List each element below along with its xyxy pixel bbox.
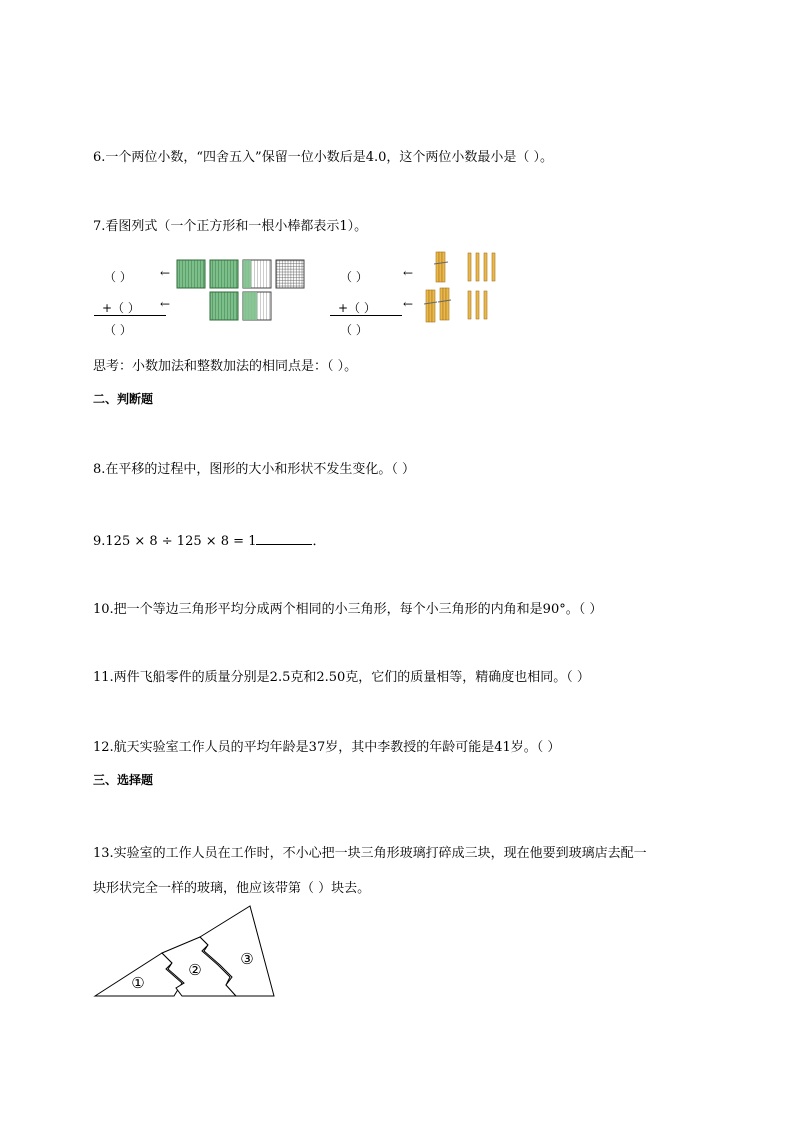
sum-line	[94, 315, 166, 316]
question-13-line1: 13.实验室的工作人员在工作时，不小心把一块三角形玻璃打碎成三块，现在他要到玻璃店去配一	[93, 846, 647, 861]
sum-line	[330, 315, 402, 316]
question-11: 11.两件飞船零件的质量分别是2.5克和2.50克，它们的质量相等，精确度也相同。（ ）	[93, 670, 590, 685]
question-6: 6.一个两位小数，“四舍五入”保留一位小数后是4.0，这个两位小数最小是（ ）。	[93, 150, 554, 165]
question-9-period: ．	[312, 534, 326, 549]
section-choice-heading: 三、选择题	[93, 773, 154, 787]
left-answer-result: （ ）	[104, 323, 132, 337]
right-answer-result: （ ）	[340, 323, 368, 337]
question-8: 8.在平移的过程中，图形的大小和形状不发生变化。（ ）	[93, 462, 416, 477]
arrow-icon: ←	[403, 297, 414, 311]
answer-blank[interactable]	[256, 532, 312, 545]
question-9-expression: 9.125 × 8 ÷ 125 × 8 = 1	[93, 534, 257, 549]
stick-bundles-figure	[424, 250, 498, 328]
question-10: 10.把一个等边三角形平均分成两个相同的小三角形，每个小三角形的内角和是90°。（ ）	[93, 602, 603, 617]
arrow-icon: ←	[403, 266, 414, 280]
left-answer-row2: +（ ）	[102, 301, 140, 315]
question-13-line2: 块形状完全一样的玻璃，他应该带第（ ）块去。	[93, 881, 371, 896]
arrow-icon: ←	[160, 266, 171, 280]
right-answer-row1: （ ）	[340, 270, 368, 284]
broken-triangle-figure	[92, 903, 278, 999]
left-answer-row1: （ ）	[104, 270, 132, 284]
piece-2-label: ②	[188, 961, 202, 979]
question-7-think: 思考：小数加法和整数加法的相同点是：（ ）。	[93, 359, 358, 374]
piece-3-label: ③	[240, 950, 254, 968]
section-judge-heading: 二、判断题	[93, 392, 154, 406]
question-12: 12.航天实验室工作人员的平均年龄是37岁，其中李教授的年龄可能是41岁。（ ）	[93, 740, 561, 755]
decimal-blocks-figure	[176, 258, 306, 324]
question-9	[93, 530, 326, 549]
question-7: 7.看图列式（一个正方形和一根小棒都表示1）。	[93, 219, 368, 234]
right-answer-row2: +（ ）	[338, 301, 376, 315]
piece-1-label: ①	[131, 974, 145, 992]
arrow-icon: ←	[160, 297, 171, 311]
